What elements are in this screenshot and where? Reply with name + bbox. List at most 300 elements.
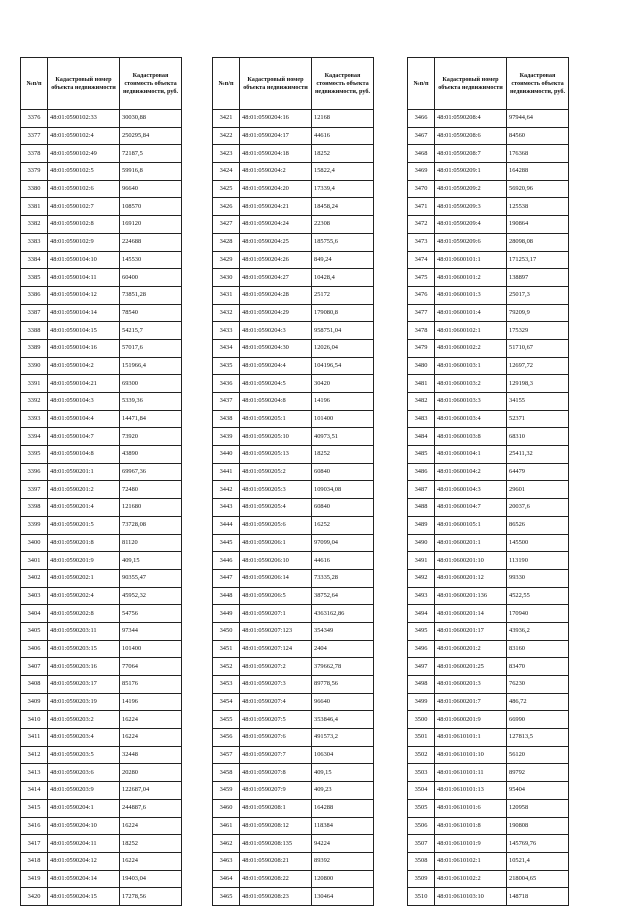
- row-number: 3501: [408, 729, 435, 747]
- table-row: [213, 499, 374, 517]
- cadastral-value: 218004,65: [507, 870, 569, 888]
- cadastral-number: 48:01:0590207:8: [240, 764, 312, 782]
- cadastral-value: 145769,76: [507, 835, 569, 853]
- row-number: 3481: [408, 375, 435, 393]
- table-row: [213, 605, 374, 623]
- cadastral-number: 48:01:0600103:8: [435, 428, 507, 446]
- cadastral-value: 79209,9: [507, 304, 569, 322]
- cadastral-number: 48:01:0590102:7: [48, 198, 120, 216]
- table-row: [408, 782, 569, 800]
- cadastral-value: 19403,04: [120, 870, 182, 888]
- cadastral-value: 14196: [312, 393, 374, 411]
- row-number: 3394: [21, 428, 48, 446]
- table-row: [213, 852, 374, 870]
- cadastral-value: 30420: [312, 375, 374, 393]
- table-row: [21, 622, 182, 640]
- table-row: [21, 163, 182, 181]
- cadastral-value: 20280: [120, 764, 182, 782]
- table-row: [213, 622, 374, 640]
- cadastral-number: 48:01:0590204:5: [240, 375, 312, 393]
- cadastral-value: 99330: [507, 569, 569, 587]
- row-number: 3416: [21, 817, 48, 835]
- table-row: [213, 658, 374, 676]
- row-number: 3418: [21, 852, 48, 870]
- cadastral-value: 68310: [507, 428, 569, 446]
- table-row: [213, 446, 374, 464]
- row-number: 3437: [213, 393, 240, 411]
- row-number: 3486: [408, 463, 435, 481]
- cadastral-value: 56120: [507, 746, 569, 764]
- table-row: [21, 711, 182, 729]
- cadastral-number: 48:01:0590104:16: [48, 339, 120, 357]
- cadastral-value: 244887,6: [120, 799, 182, 817]
- cadastral-value: 18252: [312, 145, 374, 163]
- header-cadastral-number: Кадастровый номер объекта недвижимости: [240, 58, 312, 110]
- cadastral-number: 48:01:0590104:3: [48, 393, 120, 411]
- row-number: 3473: [408, 233, 435, 251]
- table-row: [21, 693, 182, 711]
- cadastral-number: 48:01:0590209:1: [435, 163, 507, 181]
- table-row: [408, 658, 569, 676]
- table-row: [408, 764, 569, 782]
- row-number: 3390: [21, 357, 48, 375]
- cadastral-table-1: [20, 57, 182, 906]
- cadastral-number: 48:01:0590206:1: [240, 534, 312, 552]
- row-number: 3412: [21, 746, 48, 764]
- cadastral-value: 120958: [507, 799, 569, 817]
- cadastral-value: 491573,2: [312, 729, 374, 747]
- cadastral-number: 48:01:0600201:1: [435, 534, 507, 552]
- table-row: [408, 835, 569, 853]
- cadastral-number: 48:01:0590104:10: [48, 251, 120, 269]
- table-row: [213, 746, 374, 764]
- table-row: [408, 145, 569, 163]
- row-number: 3385: [21, 269, 48, 287]
- row-number: 3467: [408, 127, 435, 145]
- table-row: [408, 799, 569, 817]
- cadastral-number: 48:01:0600103:4: [435, 410, 507, 428]
- cadastral-number: 48:01:0600102:1: [435, 322, 507, 340]
- cadastral-value: 25017,3: [507, 286, 569, 304]
- row-number: 3395: [21, 446, 48, 464]
- table-row: [213, 286, 374, 304]
- table-row: [408, 357, 569, 375]
- row-number: 3444: [213, 516, 240, 534]
- cadastral-value: 51710,67: [507, 339, 569, 357]
- table-row: [21, 393, 182, 411]
- table-row: [21, 357, 182, 375]
- table-row: [408, 693, 569, 711]
- row-number: 3397: [21, 481, 48, 499]
- row-number: 3471: [408, 198, 435, 216]
- cadastral-number: 48:01:0590203:19: [48, 693, 120, 711]
- table-row: [21, 269, 182, 287]
- cadastral-number: 48:01:0590208:1: [240, 799, 312, 817]
- cadastral-value: 40973,51: [312, 428, 374, 446]
- cadastral-value: 127813,5: [507, 729, 569, 747]
- cadastral-number: 48:01:0590204:8: [240, 393, 312, 411]
- table-row: [408, 888, 569, 906]
- row-number: 3479: [408, 339, 435, 357]
- cadastral-value: 190864: [507, 216, 569, 234]
- row-number: 3506: [408, 817, 435, 835]
- cadastral-value: 25411,32: [507, 446, 569, 464]
- table-row: [408, 481, 569, 499]
- cadastral-number: 48:01:0590204:20: [240, 180, 312, 198]
- table-row: [213, 835, 374, 853]
- table-row: [213, 180, 374, 198]
- row-number: 3497: [408, 658, 435, 676]
- cadastral-value: 22308: [312, 216, 374, 234]
- cadastral-number: 48:01:0610101:9: [435, 835, 507, 853]
- cadastral-value: 145500: [507, 534, 569, 552]
- cadastral-value: 169120: [120, 216, 182, 234]
- row-number: 3496: [408, 640, 435, 658]
- cadastral-value: 148718: [507, 888, 569, 906]
- cadastral-number: 48:01:0590102:9: [48, 233, 120, 251]
- cadastral-number: 48:01:0590207:5: [240, 711, 312, 729]
- cadastral-value: 12026,04: [312, 339, 374, 357]
- row-number: 3383: [21, 233, 48, 251]
- cadastral-value: 175329: [507, 322, 569, 340]
- table-row: [21, 587, 182, 605]
- row-number: 3484: [408, 428, 435, 446]
- cadastral-number: 48:01:0600101:2: [435, 269, 507, 287]
- cadastral-number: 48:01:0590206:5: [240, 587, 312, 605]
- cadastral-value: 29601: [507, 481, 569, 499]
- cadastral-value: 176368: [507, 145, 569, 163]
- row-number: 3464: [213, 870, 240, 888]
- row-number: 3411: [21, 729, 48, 747]
- table-row: [21, 817, 182, 835]
- row-number: 3379: [21, 163, 48, 181]
- row-number: 3472: [408, 216, 435, 234]
- table-row: [21, 286, 182, 304]
- row-number: 3463: [213, 852, 240, 870]
- row-number: 3451: [213, 640, 240, 658]
- cadastral-value: 60400: [120, 269, 182, 287]
- cadastral-value: 73851,28: [120, 286, 182, 304]
- row-number: 3388: [21, 322, 48, 340]
- cadastral-number: 48:01:0590204:15: [48, 888, 120, 906]
- cadastral-number: 48:01:0600201:3: [435, 676, 507, 694]
- cadastral-value: 34155: [507, 393, 569, 411]
- cadastral-number: 48:01:0590205:10: [240, 428, 312, 446]
- cadastral-value: 16224: [120, 729, 182, 747]
- row-number: 3504: [408, 782, 435, 800]
- cadastral-number: 48:01:0600104:2: [435, 463, 507, 481]
- table-row: [408, 587, 569, 605]
- row-number: 3480: [408, 357, 435, 375]
- table-row: [213, 481, 374, 499]
- cadastral-number: 48:01:0590102:8: [48, 216, 120, 234]
- table-row: [408, 251, 569, 269]
- table-row: [408, 269, 569, 287]
- table-row: [21, 233, 182, 251]
- cadastral-number: 48:01:0600103:3: [435, 393, 507, 411]
- cadastral-number: 48:01:0590204:1: [48, 799, 120, 817]
- table-row: [213, 870, 374, 888]
- cadastral-value: 44616: [312, 552, 374, 570]
- cadastral-value: 118384: [312, 817, 374, 835]
- row-number: 3474: [408, 251, 435, 269]
- cadastral-value: 121680: [120, 499, 182, 517]
- cadastral-number: 48:01:0590201:2: [48, 481, 120, 499]
- cadastral-value: 120800: [312, 870, 374, 888]
- row-number: 3485: [408, 446, 435, 464]
- table-row: [213, 304, 374, 322]
- cadastral-value: 101400: [312, 410, 374, 428]
- cadastral-number: 48:01:0600201:14: [435, 605, 507, 623]
- cadastral-value: 28098,08: [507, 233, 569, 251]
- row-number: 3477: [408, 304, 435, 322]
- row-number: 3404: [21, 605, 48, 623]
- table-row: [213, 145, 374, 163]
- cadastral-number: 48:01:0590204:17: [240, 127, 312, 145]
- table-row: [21, 676, 182, 694]
- table-row: [21, 516, 182, 534]
- row-number: 3456: [213, 729, 240, 747]
- cadastral-value: 14196: [120, 693, 182, 711]
- table-row: [213, 198, 374, 216]
- cadastral-value: 16224: [120, 817, 182, 835]
- cadastral-value: 83470: [507, 658, 569, 676]
- row-number: 3428: [213, 233, 240, 251]
- table-row: [408, 746, 569, 764]
- row-number: 3509: [408, 870, 435, 888]
- cadastral-number: 48:01:0590204:4: [240, 357, 312, 375]
- cadastral-value: 94224: [312, 835, 374, 853]
- row-number: 3405: [21, 622, 48, 640]
- cadastral-number: 48:01:0610102:1: [435, 852, 507, 870]
- cadastral-number: 48:01:0590208:4: [435, 110, 507, 128]
- cadastral-value: 113190: [507, 552, 569, 570]
- table-row: [21, 198, 182, 216]
- row-number: 3381: [21, 198, 48, 216]
- table-row: [21, 835, 182, 853]
- cadastral-value: 4363162,86: [312, 605, 374, 623]
- cadastral-number: 48:01:0590204:16: [240, 110, 312, 128]
- table-row: [21, 729, 182, 747]
- cadastral-number: 48:01:0590204:24: [240, 216, 312, 234]
- row-number: 3449: [213, 605, 240, 623]
- cadastral-value: 151966,4: [120, 357, 182, 375]
- row-number: 3377: [21, 127, 48, 145]
- row-number: 3441: [213, 463, 240, 481]
- row-number: 3439: [213, 428, 240, 446]
- cadastral-value: 106304: [312, 746, 374, 764]
- row-number: 3466: [408, 110, 435, 128]
- row-number: 3461: [213, 817, 240, 835]
- cadastral-number: 48:01:0590208:135: [240, 835, 312, 853]
- table-row: [21, 216, 182, 234]
- table-row: [213, 640, 374, 658]
- cadastral-value: 18458,24: [312, 198, 374, 216]
- row-number: 3436: [213, 375, 240, 393]
- row-number: 3455: [213, 711, 240, 729]
- row-number: 3392: [21, 393, 48, 411]
- cadastral-value: 81120: [120, 534, 182, 552]
- cadastral-value: 12168: [312, 110, 374, 128]
- row-number: 3435: [213, 357, 240, 375]
- cadastral-value: 72480: [120, 481, 182, 499]
- cadastral-value: 38752,64: [312, 587, 374, 605]
- cadastral-value: 64479: [507, 463, 569, 481]
- row-number: 3505: [408, 799, 435, 817]
- table-row: [213, 339, 374, 357]
- cadastral-number: 48:01:0590204:10: [48, 817, 120, 835]
- cadastral-value: 73728,08: [120, 516, 182, 534]
- cadastral-number: 48:01:0590104:15: [48, 322, 120, 340]
- table-row: [213, 357, 374, 375]
- row-number: 3398: [21, 499, 48, 517]
- row-number: 3465: [213, 888, 240, 906]
- table-row: [213, 676, 374, 694]
- cadastral-number: 48:01:0600102:2: [435, 339, 507, 357]
- row-number: 3500: [408, 711, 435, 729]
- table-row: [408, 729, 569, 747]
- table-row: [213, 729, 374, 747]
- cadastral-number: 48:01:0600201:10: [435, 552, 507, 570]
- cadastral-number: 48:01:0590207:1: [240, 605, 312, 623]
- cadastral-value: 60840: [312, 463, 374, 481]
- cadastral-number: 48:01:0590204:28: [240, 286, 312, 304]
- cadastral-number: 48:01:0600101:1: [435, 251, 507, 269]
- cadastral-number: 48:01:0600201:2: [435, 640, 507, 658]
- row-number: 3423: [213, 145, 240, 163]
- cadastral-number: 48:01:0590202:4: [48, 587, 120, 605]
- table-row: [408, 622, 569, 640]
- cadastral-number: 48:01:0590104:14: [48, 304, 120, 322]
- table-row: [21, 251, 182, 269]
- cadastral-number: 48:01:0590207:123: [240, 622, 312, 640]
- table-row: [408, 216, 569, 234]
- cadastral-value: 353846,4: [312, 711, 374, 729]
- cadastral-value: 84560: [507, 127, 569, 145]
- row-number: 3414: [21, 782, 48, 800]
- cadastral-number: 48:01:0600101:4: [435, 304, 507, 322]
- table-row: [21, 605, 182, 623]
- table-row: [21, 764, 182, 782]
- cadastral-value: 77064: [120, 658, 182, 676]
- cadastral-value: 18252: [312, 446, 374, 464]
- cadastral-number: 48:01:0610101:11: [435, 764, 507, 782]
- table-row: [213, 127, 374, 145]
- table-row: [213, 569, 374, 587]
- cadastral-value: 52371: [507, 410, 569, 428]
- cadastral-number: 48:01:0590207:124: [240, 640, 312, 658]
- cadastral-number: 48:01:0590104:7: [48, 428, 120, 446]
- cadastral-value: 224688: [120, 233, 182, 251]
- row-number: 3476: [408, 286, 435, 304]
- cadastral-value: 409,15: [120, 552, 182, 570]
- row-number: 3462: [213, 835, 240, 853]
- cadastral-number: 48:01:0590104:21: [48, 375, 120, 393]
- row-number: 3445: [213, 534, 240, 552]
- cadastral-number: 48:01:0590203:9: [48, 782, 120, 800]
- cadastral-value: 56920,96: [507, 180, 569, 198]
- row-number: 3446: [213, 552, 240, 570]
- cadastral-value: 97944,64: [507, 110, 569, 128]
- cadastral-number: 48:01:0600103:2: [435, 375, 507, 393]
- cadastral-number: 48:01:0590201:5: [48, 516, 120, 534]
- table-row: [213, 163, 374, 181]
- row-number: 3487: [408, 481, 435, 499]
- table-row: [21, 428, 182, 446]
- table-row: [408, 676, 569, 694]
- cadastral-number: 48:01:0590201:8: [48, 534, 120, 552]
- table-row: [21, 640, 182, 658]
- table-row: [21, 145, 182, 163]
- table-row: [21, 569, 182, 587]
- cadastral-number: 48:01:0590208:23: [240, 888, 312, 906]
- cadastral-value: 17339,4: [312, 180, 374, 198]
- table-row: [21, 180, 182, 198]
- table-row: [408, 569, 569, 587]
- cadastral-value: 73335,28: [312, 569, 374, 587]
- table-row: [21, 304, 182, 322]
- row-number: 3434: [213, 339, 240, 357]
- cadastral-number: 48:01:0590205:4: [240, 499, 312, 517]
- row-number: 3403: [21, 587, 48, 605]
- row-number: 3386: [21, 286, 48, 304]
- table-row: [213, 888, 374, 906]
- cadastral-value: 138897: [507, 269, 569, 287]
- row-number: 3391: [21, 375, 48, 393]
- cadastral-number: 48:01:0590207:3: [240, 676, 312, 694]
- row-number: 3482: [408, 393, 435, 411]
- cadastral-number: 48:01:0600101:3: [435, 286, 507, 304]
- row-number: 3429: [213, 251, 240, 269]
- cadastral-number: 48:01:0590203:6: [48, 764, 120, 782]
- cadastral-value: 97344: [120, 622, 182, 640]
- table-row: [213, 251, 374, 269]
- row-number: 3499: [408, 693, 435, 711]
- cadastral-value: 86526: [507, 516, 569, 534]
- cadastral-number: 48:01:0590204:30: [240, 339, 312, 357]
- row-number: 3389: [21, 339, 48, 357]
- row-number: 3399: [21, 516, 48, 534]
- cadastral-value: 54756: [120, 605, 182, 623]
- cadastral-number: 48:01:0590208:6: [435, 127, 507, 145]
- table-row: [408, 852, 569, 870]
- table-row: [408, 110, 569, 128]
- row-number: 3470: [408, 180, 435, 198]
- table-row: [21, 852, 182, 870]
- row-number: 3447: [213, 569, 240, 587]
- cadastral-value: 958751,04: [312, 322, 374, 340]
- row-number: 3422: [213, 127, 240, 145]
- cadastral-value: 109034,08: [312, 481, 374, 499]
- table-row: [213, 587, 374, 605]
- cadastral-value: 849,24: [312, 251, 374, 269]
- cadastral-value: 4522,55: [507, 587, 569, 605]
- row-number: 3468: [408, 145, 435, 163]
- row-number: 3430: [213, 269, 240, 287]
- cadastral-value: 14471,84: [120, 410, 182, 428]
- table-row: [21, 110, 182, 128]
- table-row: [21, 499, 182, 517]
- table-row: [408, 233, 569, 251]
- table-row: [213, 269, 374, 287]
- cadastral-value: 10428,4: [312, 269, 374, 287]
- table-row: [408, 180, 569, 198]
- cadastral-value: 69967,36: [120, 463, 182, 481]
- cadastral-value: 44616: [312, 127, 374, 145]
- row-number: 3402: [21, 569, 48, 587]
- row-number: 3507: [408, 835, 435, 853]
- cadastral-number: 48:01:0610102:2: [435, 870, 507, 888]
